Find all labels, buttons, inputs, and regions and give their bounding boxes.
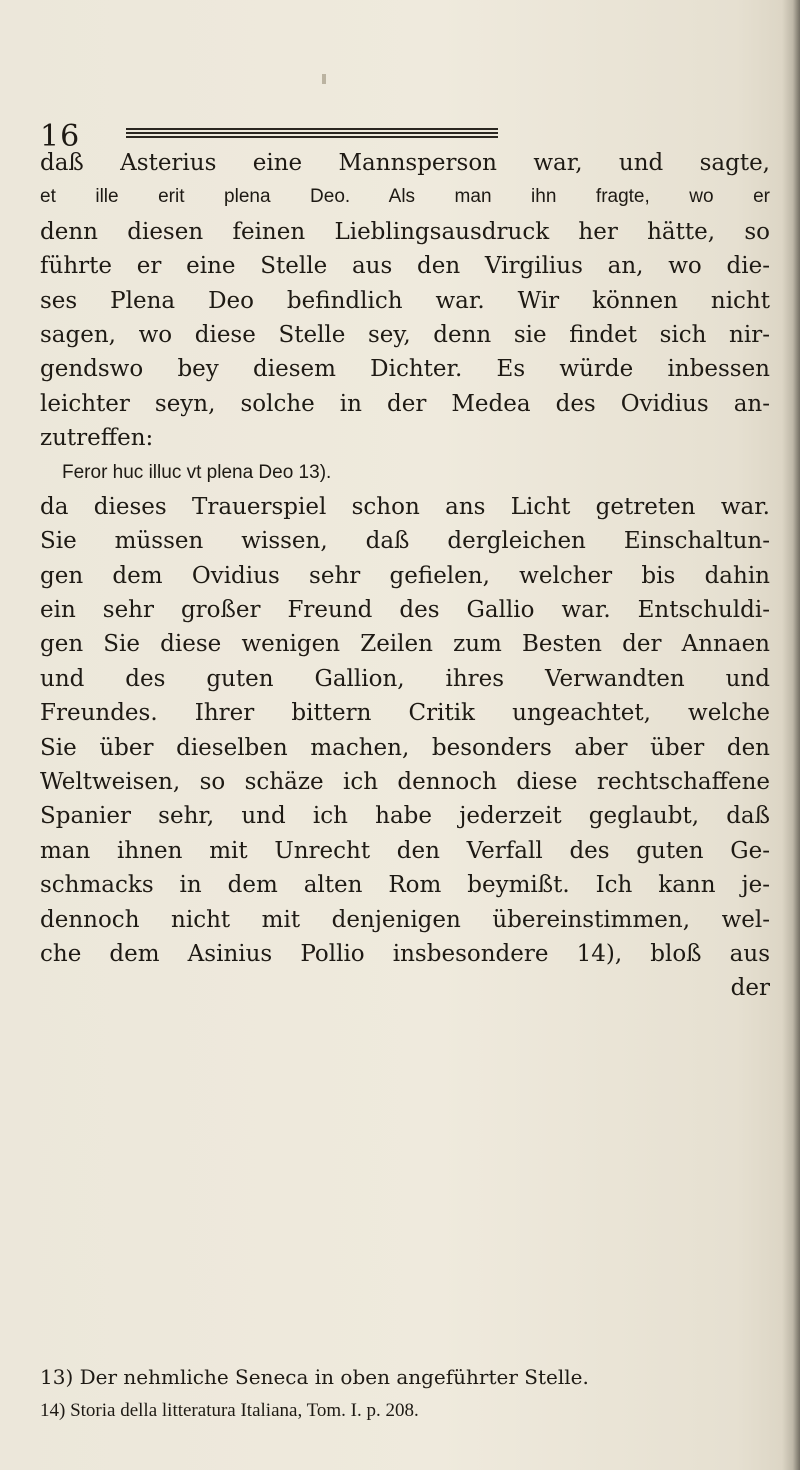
text-line: Freundes. Ihrer bittern Critik ungeachtet, welche — [40, 700, 770, 727]
body-text — [40, 146, 770, 1006]
text-line: gen dem Ovidius sehr gefielen, welcher bis dahin — [40, 562, 770, 589]
text-line: denn diesen feinen Lieblingsausdruck her hätte, so — [40, 218, 770, 245]
catchword: der — [730, 975, 770, 1002]
text-line: et ille erit plena Deo. Als man ihn fragte, wo er — [40, 186, 770, 208]
text-line: zutreffen: — [40, 425, 154, 452]
text-line: Spanier sehr, und ich habe jederzeit geglaubt, daß — [40, 803, 770, 830]
paper-blemish — [322, 74, 326, 84]
text-line: führte er eine Stelle aus den Virgilius an, wo die- — [40, 253, 770, 280]
page-number: 16 — [40, 119, 81, 154]
page-edge-shadow — [782, 0, 800, 1470]
footnotes — [40, 1360, 770, 1428]
text-line: che dem Asinius Pollio insbesondere 14), bloß aus — [40, 940, 770, 967]
quotation-line: Feror huc illuc vt plena Deo 13). — [62, 461, 332, 483]
text-line: dennoch nicht mit denjenigen übereinstimmen, wel- — [40, 906, 770, 933]
text-line: Sie müssen wissen, daß dergleichen Einschaltun- — [40, 528, 770, 555]
text-line: leichter seyn, solche in der Medea des Ovidius an- — [40, 390, 770, 417]
text-line: gen Sie diese wenigen Zeilen zum Besten der Annaen — [40, 631, 770, 658]
text-line: schmacks in dem alten Rom beymißt. Ich kann je- — [40, 872, 770, 899]
text-line: und des guten Gallion, ihres Verwandten und — [40, 665, 770, 692]
text-line: Weltweisen, so schäze ich dennoch diese rechtschaffene — [40, 769, 770, 796]
text-line: ses Plena Deo befindlich war. Wir können nicht — [40, 287, 770, 314]
text-line: man ihnen mit Unrecht den Verfall des guten Ge- — [40, 837, 770, 864]
text-line: Sie über dieselben machen, besonders aber über den — [40, 734, 770, 761]
text-line: da dieses Trauerspiel schon ans Licht getreten war. — [40, 493, 770, 520]
footnote: 14) Storia della litteratura Italiana, Tom. I. p. 208. — [40, 1400, 419, 1421]
text-line: daß Asterius eine Mannsperson war, und sagte, — [40, 150, 770, 176]
text-line: gendswo bey diesem Dichter. Es würde inbessen — [40, 356, 770, 383]
text-line: sagen, wo diese Stelle sey, denn sie findet sich nir- — [40, 321, 770, 348]
text-line: ein sehr großer Freund des Gallio war. Entschuldi- — [40, 597, 770, 624]
footnote: 13) Der nehmliche Seneca in oben angeführter Stelle. — [40, 1365, 589, 1389]
header-rule — [126, 128, 498, 140]
